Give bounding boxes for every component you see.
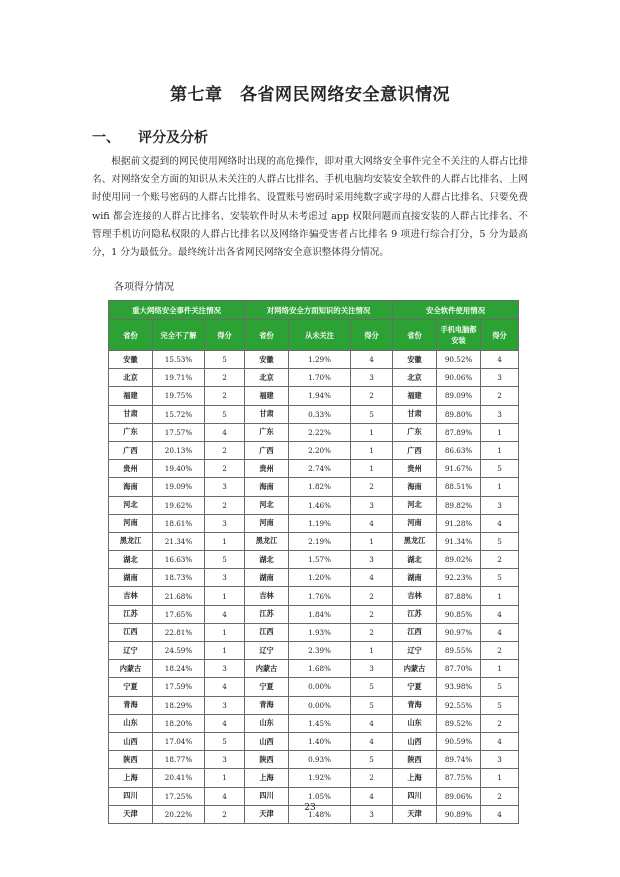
cell-province: 陕西 xyxy=(393,751,437,769)
cell-score: 1 xyxy=(481,769,519,787)
cell-score: 4 xyxy=(481,605,519,623)
cell-score: 5 xyxy=(481,532,519,550)
cell-value: 1.84% xyxy=(289,605,351,623)
cell-value: 89.74% xyxy=(437,751,481,769)
cell-value: 91.67% xyxy=(437,460,481,478)
section-title: 评分及分析 xyxy=(138,130,208,146)
cell-value: 15.53% xyxy=(153,351,205,369)
cell-value: 87.89% xyxy=(437,423,481,441)
cell-score: 1 xyxy=(481,478,519,496)
cell-province: 河北 xyxy=(393,496,437,514)
column-header-score: 得分 xyxy=(205,320,245,351)
cell-value: 17.57% xyxy=(153,423,205,441)
cell-province: 山西 xyxy=(245,732,289,750)
cell-value: 89.82% xyxy=(437,496,481,514)
table-row xyxy=(109,532,519,550)
cell-province: 广东 xyxy=(245,423,289,441)
cell-score: 4 xyxy=(205,678,245,696)
cell-province: 安徽 xyxy=(393,351,437,369)
cell-value: 90.06% xyxy=(437,369,481,387)
cell-score: 2 xyxy=(481,714,519,732)
cell-province: 上海 xyxy=(109,769,153,787)
cell-province: 青海 xyxy=(393,696,437,714)
cell-value: 89.02% xyxy=(437,551,481,569)
cell-value: 1.68% xyxy=(289,660,351,678)
cell-value: 92.23% xyxy=(437,569,481,587)
cell-value: 0.00% xyxy=(289,678,351,696)
cell-score: 3 xyxy=(351,369,393,387)
cell-score: 2 xyxy=(481,387,519,405)
table-row xyxy=(109,369,519,387)
cell-score: 3 xyxy=(481,496,519,514)
cell-score: 1 xyxy=(481,423,519,441)
table-caption: 各项得分情况 xyxy=(114,282,174,293)
intro-paragraph: 根据前文提到的网民使用网络时出现的高危操作，即对重大网络安全事件完全不关注的人群占比排名、对网络安全方面的知识从未关注的人群占比排名、手机电脑均安装安全软件的人群占比排名、上网时使用同一个账号密码的人群占比排名、设置账号密码时采用纯数字或字母的人群占比排名、只要免费 wifi 都会连接的人群占比排名、安装软件时从未考虑过 app 权限问题而直接安装的人群占比排名、不管理手机访问隐私权限的人群占比排名以及网络诈骗受害者占比排名 9 项进行综合打分，5 分为最高分，1 分为最低分。最终统计出各省网民网络安全意识整体得分情况。 xyxy=(92,156,528,259)
cell-score: 3 xyxy=(351,805,393,823)
cell-score: 2 xyxy=(481,551,519,569)
cell-score: 2 xyxy=(351,605,393,623)
cell-value: 1.93% xyxy=(289,623,351,641)
cell-score: 4 xyxy=(351,514,393,532)
cell-score: 2 xyxy=(205,460,245,478)
table-group-header-row xyxy=(109,301,519,320)
cell-value: 89.52% xyxy=(437,714,481,732)
cell-value: 1.19% xyxy=(289,514,351,532)
cell-value: 1.76% xyxy=(289,587,351,605)
cell-province: 北京 xyxy=(109,369,153,387)
cell-score: 2 xyxy=(205,805,245,823)
cell-value: 1.82% xyxy=(289,478,351,496)
cell-score: 4 xyxy=(351,569,393,587)
cell-score: 4 xyxy=(351,714,393,732)
table-row xyxy=(109,769,519,787)
cell-value: 2.20% xyxy=(289,441,351,459)
cell-score: 5 xyxy=(205,551,245,569)
cell-province: 上海 xyxy=(393,769,437,787)
cell-value: 16.63% xyxy=(153,551,205,569)
column-header-score: 得分 xyxy=(481,320,519,351)
cell-value: 17.04% xyxy=(153,732,205,750)
cell-province: 山西 xyxy=(393,732,437,750)
cell-value: 2.22% xyxy=(289,423,351,441)
cell-score: 3 xyxy=(481,369,519,387)
cell-score: 1 xyxy=(205,769,245,787)
cell-province: 甘肃 xyxy=(245,405,289,423)
group-header-security-software: 安全软件使用情况 xyxy=(393,301,519,320)
cell-value: 20.13% xyxy=(153,441,205,459)
column-header-score: 得分 xyxy=(351,320,393,351)
cell-score: 4 xyxy=(481,805,519,823)
cell-score: 2 xyxy=(205,496,245,514)
cell-province: 海南 xyxy=(245,478,289,496)
table-row xyxy=(109,714,519,732)
cell-province: 广西 xyxy=(109,441,153,459)
cell-province: 福建 xyxy=(109,387,153,405)
cell-value: 22.81% xyxy=(153,623,205,641)
cell-province: 四川 xyxy=(393,787,437,805)
cell-value: 18.20% xyxy=(153,714,205,732)
cell-value: 90.52% xyxy=(437,351,481,369)
cell-value: 90.89% xyxy=(437,805,481,823)
cell-score: 2 xyxy=(481,787,519,805)
cell-province: 安徽 xyxy=(109,351,153,369)
cell-province: 甘肃 xyxy=(393,405,437,423)
cell-score: 1 xyxy=(481,660,519,678)
cell-value: 1.46% xyxy=(289,496,351,514)
cell-value: 19.09% xyxy=(153,478,205,496)
cell-province: 北京 xyxy=(393,369,437,387)
cell-score: 2 xyxy=(205,369,245,387)
cell-province: 黑龙江 xyxy=(109,532,153,550)
table-row xyxy=(109,496,519,514)
cell-score: 2 xyxy=(481,642,519,660)
cell-province: 广西 xyxy=(393,441,437,459)
table-row xyxy=(109,732,519,750)
cell-score: 3 xyxy=(205,569,245,587)
cell-score: 3 xyxy=(205,514,245,532)
cell-province: 江苏 xyxy=(393,605,437,623)
cell-score: 2 xyxy=(205,387,245,405)
cell-province: 天津 xyxy=(393,805,437,823)
cell-value: 88.51% xyxy=(437,478,481,496)
cell-value: 89.55% xyxy=(437,642,481,660)
cell-score: 5 xyxy=(351,405,393,423)
cell-value: 21.68% xyxy=(153,587,205,605)
scores-table xyxy=(108,300,519,824)
cell-province: 北京 xyxy=(245,369,289,387)
cell-score: 3 xyxy=(205,696,245,714)
cell-value: 90.97% xyxy=(437,623,481,641)
cell-score: 4 xyxy=(205,423,245,441)
cell-score: 1 xyxy=(351,532,393,550)
cell-score: 2 xyxy=(351,623,393,641)
cell-score: 5 xyxy=(351,751,393,769)
cell-value: 1.05% xyxy=(289,787,351,805)
cell-score: 1 xyxy=(481,441,519,459)
cell-value: 19.75% xyxy=(153,387,205,405)
cell-province: 陕西 xyxy=(245,751,289,769)
cell-province: 贵州 xyxy=(393,460,437,478)
cell-value: 1.48% xyxy=(289,805,351,823)
cell-province: 甘肃 xyxy=(109,405,153,423)
cell-province: 广西 xyxy=(245,441,289,459)
cell-score: 4 xyxy=(481,732,519,750)
cell-value: 24.59% xyxy=(153,642,205,660)
cell-province: 江苏 xyxy=(245,605,289,623)
cell-value: 21.34% xyxy=(153,532,205,550)
cell-value: 18.77% xyxy=(153,751,205,769)
cell-score: 3 xyxy=(205,660,245,678)
cell-province: 黑龙江 xyxy=(245,532,289,550)
column-header-value: 从未关注 xyxy=(289,320,351,351)
cell-value: 20.41% xyxy=(153,769,205,787)
table-row xyxy=(109,623,519,641)
chapter-title: 第七章 各省网民网络安全意识情况 xyxy=(170,85,450,105)
cell-score: 1 xyxy=(205,642,245,660)
table-row xyxy=(109,678,519,696)
cell-province: 四川 xyxy=(245,787,289,805)
cell-province: 河北 xyxy=(109,496,153,514)
cell-province: 天津 xyxy=(245,805,289,823)
cell-value: 19.62% xyxy=(153,496,205,514)
cell-score: 3 xyxy=(351,551,393,569)
cell-province: 山东 xyxy=(245,714,289,732)
cell-score: 4 xyxy=(351,351,393,369)
cell-province: 内蒙古 xyxy=(109,660,153,678)
cell-value: 1.29% xyxy=(289,351,351,369)
table-body xyxy=(109,351,519,824)
cell-province: 天津 xyxy=(109,805,153,823)
cell-score: 5 xyxy=(481,696,519,714)
table-row xyxy=(109,351,519,369)
table-row xyxy=(109,387,519,405)
cell-score: 5 xyxy=(481,460,519,478)
cell-province: 湖南 xyxy=(245,569,289,587)
table-row xyxy=(109,605,519,623)
cell-value: 87.75% xyxy=(437,769,481,787)
group-header-event-attention: 重大网络安全事件关注情况 xyxy=(109,301,245,320)
cell-value: 17.59% xyxy=(153,678,205,696)
table-row xyxy=(109,478,519,496)
cell-province: 福建 xyxy=(393,387,437,405)
column-header-province: 省份 xyxy=(245,320,289,351)
cell-province: 宁夏 xyxy=(109,678,153,696)
cell-value: 1.94% xyxy=(289,387,351,405)
cell-value: 1.70% xyxy=(289,369,351,387)
cell-province: 广东 xyxy=(109,423,153,441)
cell-province: 河南 xyxy=(109,514,153,532)
cell-value: 0.00% xyxy=(289,696,351,714)
cell-value: 91.34% xyxy=(437,532,481,550)
cell-value: 89.80% xyxy=(437,405,481,423)
cell-province: 海南 xyxy=(109,478,153,496)
section-number: 一、 xyxy=(92,130,120,146)
cell-value: 18.29% xyxy=(153,696,205,714)
cell-value: 1.45% xyxy=(289,714,351,732)
cell-score: 3 xyxy=(481,405,519,423)
cell-score: 1 xyxy=(351,460,393,478)
table-row xyxy=(109,642,519,660)
cell-score: 5 xyxy=(205,351,245,369)
cell-province: 江西 xyxy=(245,623,289,641)
table-row xyxy=(109,660,519,678)
column-header-province: 省份 xyxy=(393,320,437,351)
cell-value: 2.74% xyxy=(289,460,351,478)
cell-province: 陕西 xyxy=(109,751,153,769)
cell-score: 3 xyxy=(205,478,245,496)
table-row xyxy=(109,514,519,532)
cell-value: 20.22% xyxy=(153,805,205,823)
cell-score: 5 xyxy=(481,678,519,696)
cell-province: 安徽 xyxy=(245,351,289,369)
cell-province: 河北 xyxy=(245,496,289,514)
cell-province: 河南 xyxy=(393,514,437,532)
table-row xyxy=(109,587,519,605)
cell-value: 19.40% xyxy=(153,460,205,478)
cell-score: 3 xyxy=(351,496,393,514)
cell-score: 1 xyxy=(205,532,245,550)
table-row xyxy=(109,460,519,478)
table-row xyxy=(109,751,519,769)
table-row xyxy=(109,405,519,423)
cell-value: 87.88% xyxy=(437,587,481,605)
cell-value: 1.92% xyxy=(289,769,351,787)
cell-score: 1 xyxy=(351,423,393,441)
cell-value: 86.63% xyxy=(437,441,481,459)
cell-value: 15.72% xyxy=(153,405,205,423)
column-header-province: 省份 xyxy=(109,320,153,351)
cell-score: 2 xyxy=(351,478,393,496)
cell-value: 1.57% xyxy=(289,551,351,569)
cell-value: 0.93% xyxy=(289,751,351,769)
cell-score: 2 xyxy=(351,769,393,787)
cell-score: 4 xyxy=(481,514,519,532)
cell-province: 江西 xyxy=(393,623,437,641)
cell-score: 1 xyxy=(205,587,245,605)
cell-province: 湖北 xyxy=(393,551,437,569)
cell-province: 四川 xyxy=(109,787,153,805)
cell-value: 87.70% xyxy=(437,660,481,678)
cell-score: 4 xyxy=(205,605,245,623)
page-number: 23 xyxy=(304,803,316,813)
cell-province: 海南 xyxy=(393,478,437,496)
cell-score: 5 xyxy=(205,732,245,750)
cell-province: 山东 xyxy=(109,714,153,732)
cell-value: 19.71% xyxy=(153,369,205,387)
cell-province: 广东 xyxy=(393,423,437,441)
cell-value: 90.85% xyxy=(437,605,481,623)
cell-value: 2.19% xyxy=(289,532,351,550)
cell-value: 1.20% xyxy=(289,569,351,587)
cell-province: 黑龙江 xyxy=(393,532,437,550)
cell-value: 89.06% xyxy=(437,787,481,805)
cell-value: 17.25% xyxy=(153,787,205,805)
cell-score: 4 xyxy=(481,623,519,641)
section-heading xyxy=(92,127,208,147)
cell-score: 1 xyxy=(351,441,393,459)
cell-score: 3 xyxy=(481,751,519,769)
cell-value: 18.61% xyxy=(153,514,205,532)
cell-score: 4 xyxy=(481,351,519,369)
cell-score: 2 xyxy=(351,387,393,405)
cell-value: 92.55% xyxy=(437,696,481,714)
cell-province: 内蒙古 xyxy=(393,660,437,678)
table-row xyxy=(109,569,519,587)
cell-province: 吉林 xyxy=(393,587,437,605)
table-row xyxy=(109,441,519,459)
cell-value: 17.65% xyxy=(153,605,205,623)
column-header-value: 完全不了解 xyxy=(153,320,205,351)
cell-score: 4 xyxy=(351,732,393,750)
column-header-value: 手机电脑都安装 xyxy=(437,320,481,351)
cell-province: 辽宁 xyxy=(109,642,153,660)
cell-province: 湖北 xyxy=(109,551,153,569)
cell-score: 5 xyxy=(351,696,393,714)
cell-score: 1 xyxy=(481,587,519,605)
cell-value: 18.73% xyxy=(153,569,205,587)
cell-province: 江苏 xyxy=(109,605,153,623)
cell-value: 18.24% xyxy=(153,660,205,678)
cell-province: 辽宁 xyxy=(393,642,437,660)
table-row xyxy=(109,551,519,569)
cell-province: 山西 xyxy=(109,732,153,750)
cell-province: 贵州 xyxy=(245,460,289,478)
table-column-header-row xyxy=(109,320,519,351)
cell-province: 贵州 xyxy=(109,460,153,478)
cell-value: 89.09% xyxy=(437,387,481,405)
cell-province: 宁夏 xyxy=(245,678,289,696)
cell-score: 1 xyxy=(351,642,393,660)
cell-score: 2 xyxy=(205,441,245,459)
cell-province: 山东 xyxy=(393,714,437,732)
cell-value: 90.59% xyxy=(437,732,481,750)
cell-value: 91.28% xyxy=(437,514,481,532)
cell-score: 3 xyxy=(351,660,393,678)
cell-province: 湖南 xyxy=(393,569,437,587)
cell-value: 0.33% xyxy=(289,405,351,423)
cell-province: 青海 xyxy=(245,696,289,714)
cell-score: 4 xyxy=(205,714,245,732)
cell-province: 湖南 xyxy=(109,569,153,587)
cell-province: 河南 xyxy=(245,514,289,532)
cell-value: 93.98% xyxy=(437,678,481,696)
cell-province: 青海 xyxy=(109,696,153,714)
cell-score: 5 xyxy=(481,569,519,587)
cell-province: 宁夏 xyxy=(393,678,437,696)
table-row xyxy=(109,696,519,714)
cell-value: 1.40% xyxy=(289,732,351,750)
cell-value: 2.39% xyxy=(289,642,351,660)
table-row xyxy=(109,423,519,441)
cell-province: 辽宁 xyxy=(245,642,289,660)
cell-province: 内蒙古 xyxy=(245,660,289,678)
group-header-knowledge-attention: 对网络安全方面知识的关注情况 xyxy=(245,301,393,320)
cell-score: 3 xyxy=(205,751,245,769)
cell-score: 4 xyxy=(351,787,393,805)
cell-score: 1 xyxy=(205,623,245,641)
cell-province: 湖北 xyxy=(245,551,289,569)
cell-province: 吉林 xyxy=(245,587,289,605)
cell-score: 4 xyxy=(205,787,245,805)
cell-province: 福建 xyxy=(245,387,289,405)
cell-score: 2 xyxy=(351,587,393,605)
cell-province: 吉林 xyxy=(109,587,153,605)
cell-score: 5 xyxy=(351,678,393,696)
cell-province: 上海 xyxy=(245,769,289,787)
cell-score: 5 xyxy=(205,405,245,423)
cell-province: 江西 xyxy=(109,623,153,641)
